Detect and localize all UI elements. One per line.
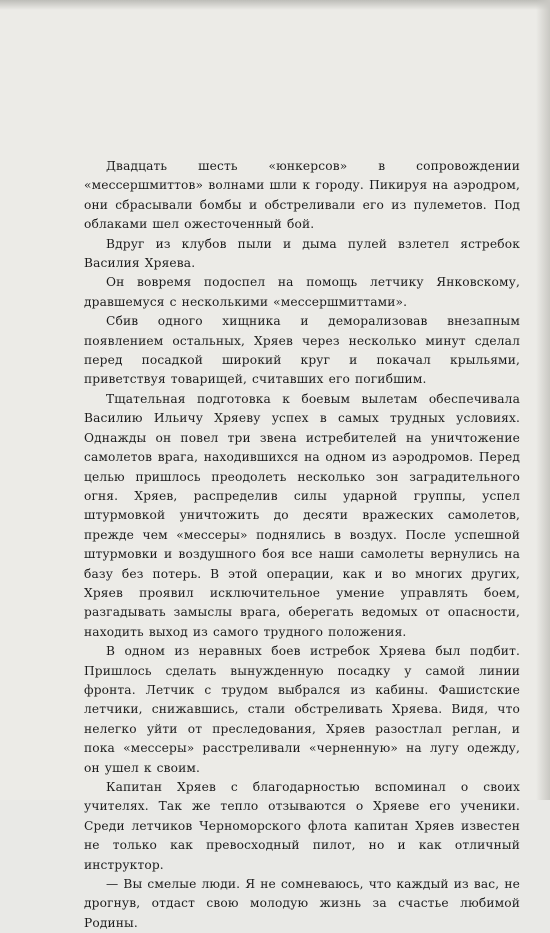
- scan-top-edge-shadow: [0, 0, 550, 10]
- body-text: [84, 157, 520, 933]
- scan-right-edge-shadow: [536, 0, 550, 800]
- paragraph: — Вы смелые люди. Я не сомневаюсь, что каждый из вас, не дрогнув, отдаст свою молодую жизнь за счастье любимой Родины.: [84, 877, 520, 930]
- paragraph: Вдруг из клубов пыли и дыма пулей взлетел ястребок Василия Хряева.: [84, 236, 520, 271]
- paragraph: Он вовремя подоспел на помощь летчику Янковскому, дравшемуся с несколькими «мессершмиттами».: [84, 275, 520, 309]
- paragraph: Капитан Хряев с благодарностью вспоминал о своих учителях. Так же тепло отзываются о Хряеве его ученики. Среди летчиков Черноморского флота капитан Хряев известен не только как превосходный пилот, но и как отличный инструктор.: [84, 780, 520, 872]
- paragraph: Сбив одного хищника и деморализовав внезапным появлением остальных, Хряев через несколько минут сделал перед посадкой широкий круг и покачал крыльями, приветствуя товарищей, считавших его погибшим.: [84, 314, 520, 387]
- paragraph: Тщательная подготовка к боевым вылетам обеспечивала Василию Ильичу Хряеву успех в самых трудных условиях. Однажды он повел три звена истребителей на уничтожение самолетов врага, находившихся на одном из аэродромов. Перед целью пришлось преодолеть несколько зон заградительного огня. Хряев, распределив силы ударной группы, успел штурмовкой уничтожить до десяти вражеских самолетов, прежде чем «мессеры» поднялись в воздух. После успешной штурмовки и воздушного боя все наши самолеты вернулись на базу без потерь. В этой операции, как и во многих других, Хряев проявил исключительное умение управлять боем, разгадывать замыслы врага, оберегать ведомых от опасности, находить выход из самого трудного положения.: [84, 391, 520, 639]
- paragraph: Двадцать шесть «юнкерсов» в сопровождении «мессершмиттов» волнами шли к городу. Пикируя на аэродром, они сбрасывали бомбы и обстреливали его из пулеметов. Под облаками шел ожесточенный бой.: [84, 159, 520, 232]
- paragraph: В одном из неравных боев истребок Хряева был подбит. Пришлось сделать вынужденную посадку у самой линии фронта. Летчик с трудом выбрался из кабины. Фашистские летчики, снижавшись, стали обстреливать Хряева. Видя, что нелегко уйти от преследования, Хряев разостлал реглан, и пока «мессеры» расстреливали «черненную» на лугу одежду, он ушел к своим.: [84, 644, 520, 775]
